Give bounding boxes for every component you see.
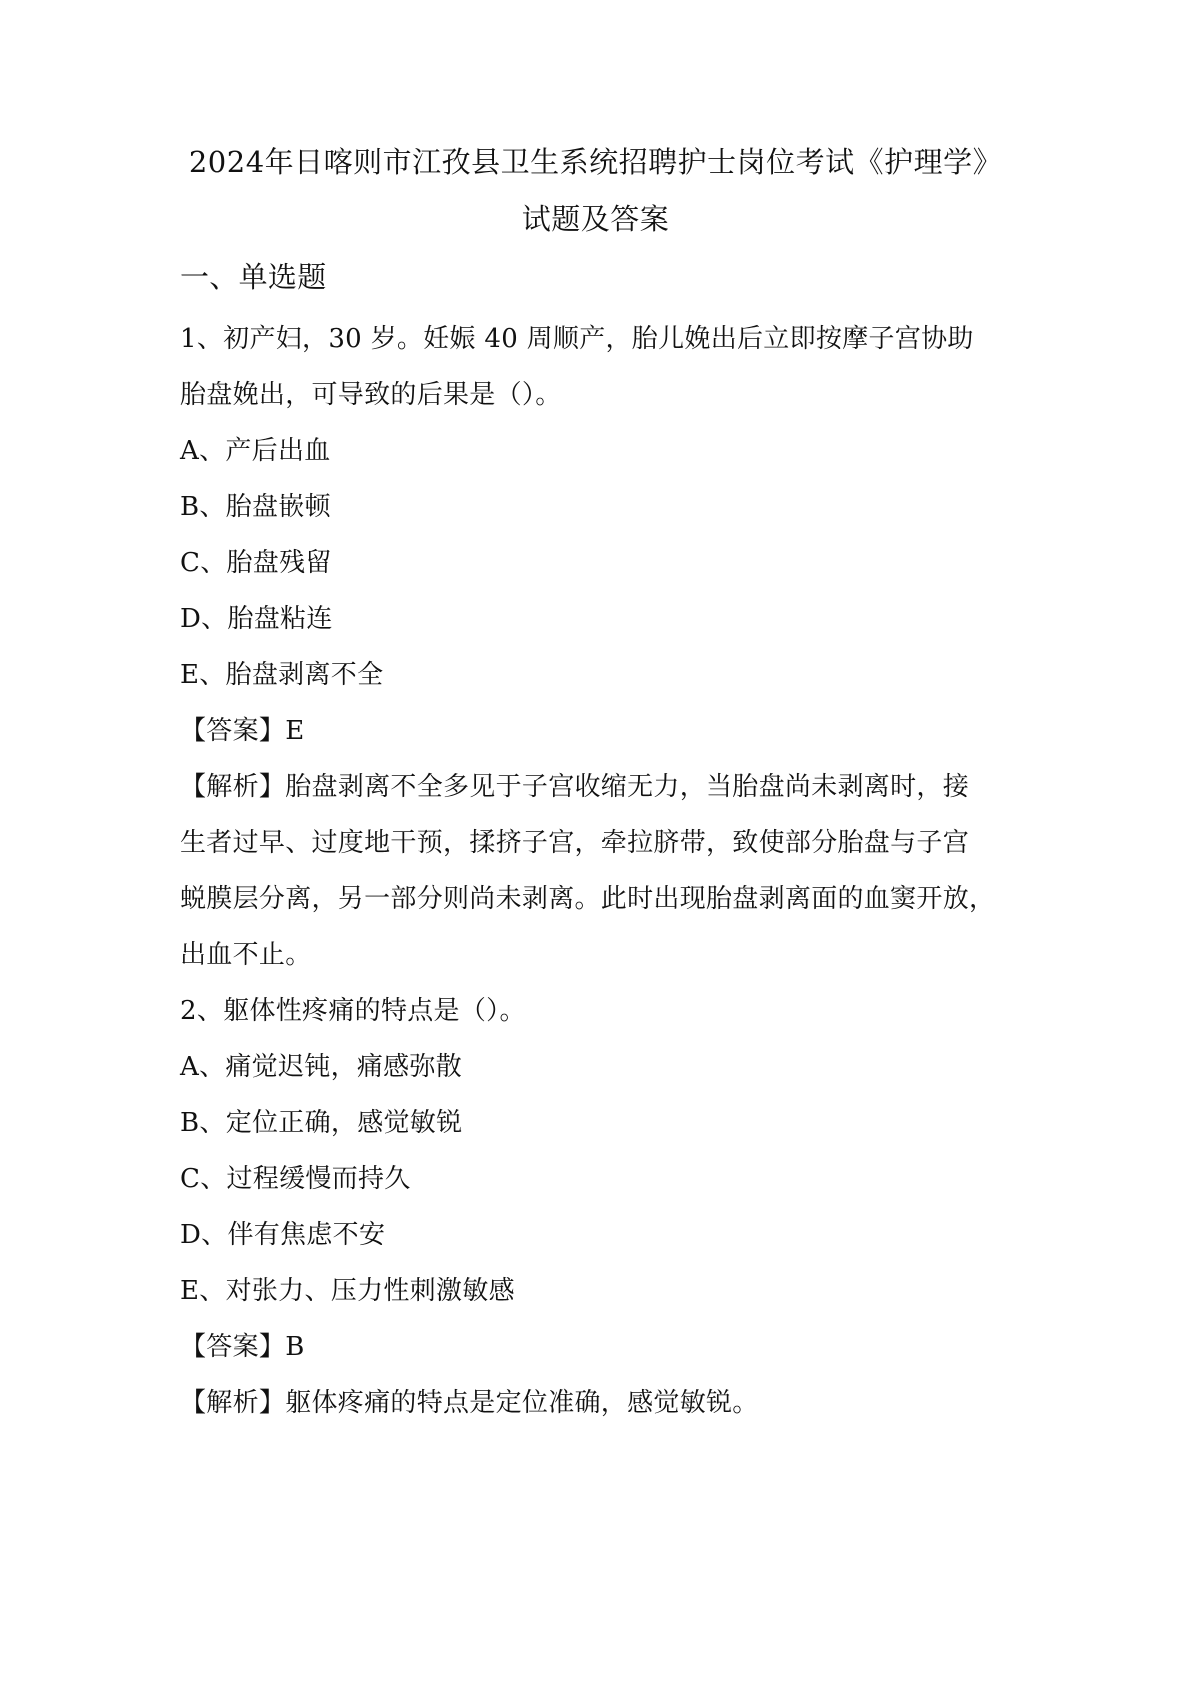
- question-1-stem-line-1: 1、初产妇，30 岁。妊娠 40 周顺产，胎儿娩出后立即按摩子宫协助: [180, 324, 974, 354]
- question-1-option-c: C、胎盘残留: [180, 548, 332, 578]
- question-2-stem-line-1: 2、躯体性疼痛的特点是（）。: [180, 996, 526, 1026]
- question-1-analysis-line-4: 出血不止。: [180, 940, 312, 970]
- question-1-answer: 【答案】E: [180, 716, 305, 746]
- question-1-option-a: A、产后出血: [180, 436, 331, 466]
- question-2-option-e: E、对张力、压力性刺激敏感: [180, 1276, 515, 1306]
- question-1-analysis-line-3: 蜕膜层分离，另一部分则尚未剥离。此时出现胎盘剥离面的血窦开放，: [180, 884, 996, 914]
- question-2-option-c: C、过程缓慢而持久: [180, 1164, 411, 1194]
- question-1-analysis-line-1: 【解析】胎盘剥离不全多见于子宫收缩无力，当胎盘尚未剥离时，接: [180, 772, 970, 802]
- question-2-answer: 【答案】B: [180, 1332, 305, 1362]
- question-2-option-d: D、伴有焦虑不安: [180, 1220, 386, 1250]
- question-2-analysis-line-1: 【解析】躯体疼痛的特点是定位准确，感觉敏锐。: [180, 1388, 759, 1418]
- question-1-option-d: D、胎盘粘连: [180, 604, 333, 634]
- question-2-option-a: A、痛觉迟钝，痛感弥散: [180, 1052, 463, 1082]
- document-title-line-2: 试题及答案: [521, 202, 670, 236]
- question-1-option-b: B、胎盘嵌顿: [180, 492, 331, 522]
- section-heading: 一、单选题: [180, 260, 327, 294]
- question-1-stem-line-2: 胎盘娩出，可导致的后果是（）。: [180, 380, 562, 410]
- question-2-option-b: B、定位正确，感觉敏锐: [180, 1108, 463, 1138]
- document-title-line-1: 2024年日喀则市江孜县卫生系统招聘护士岗位考试《护理学》: [188, 145, 1003, 179]
- question-1-analysis-line-2: 生者过早、过度地干预，揉挤子宫，牵拉脐带，致使部分胎盘与子宫: [180, 828, 970, 858]
- question-1-option-e: E、胎盘剥离不全: [180, 660, 384, 690]
